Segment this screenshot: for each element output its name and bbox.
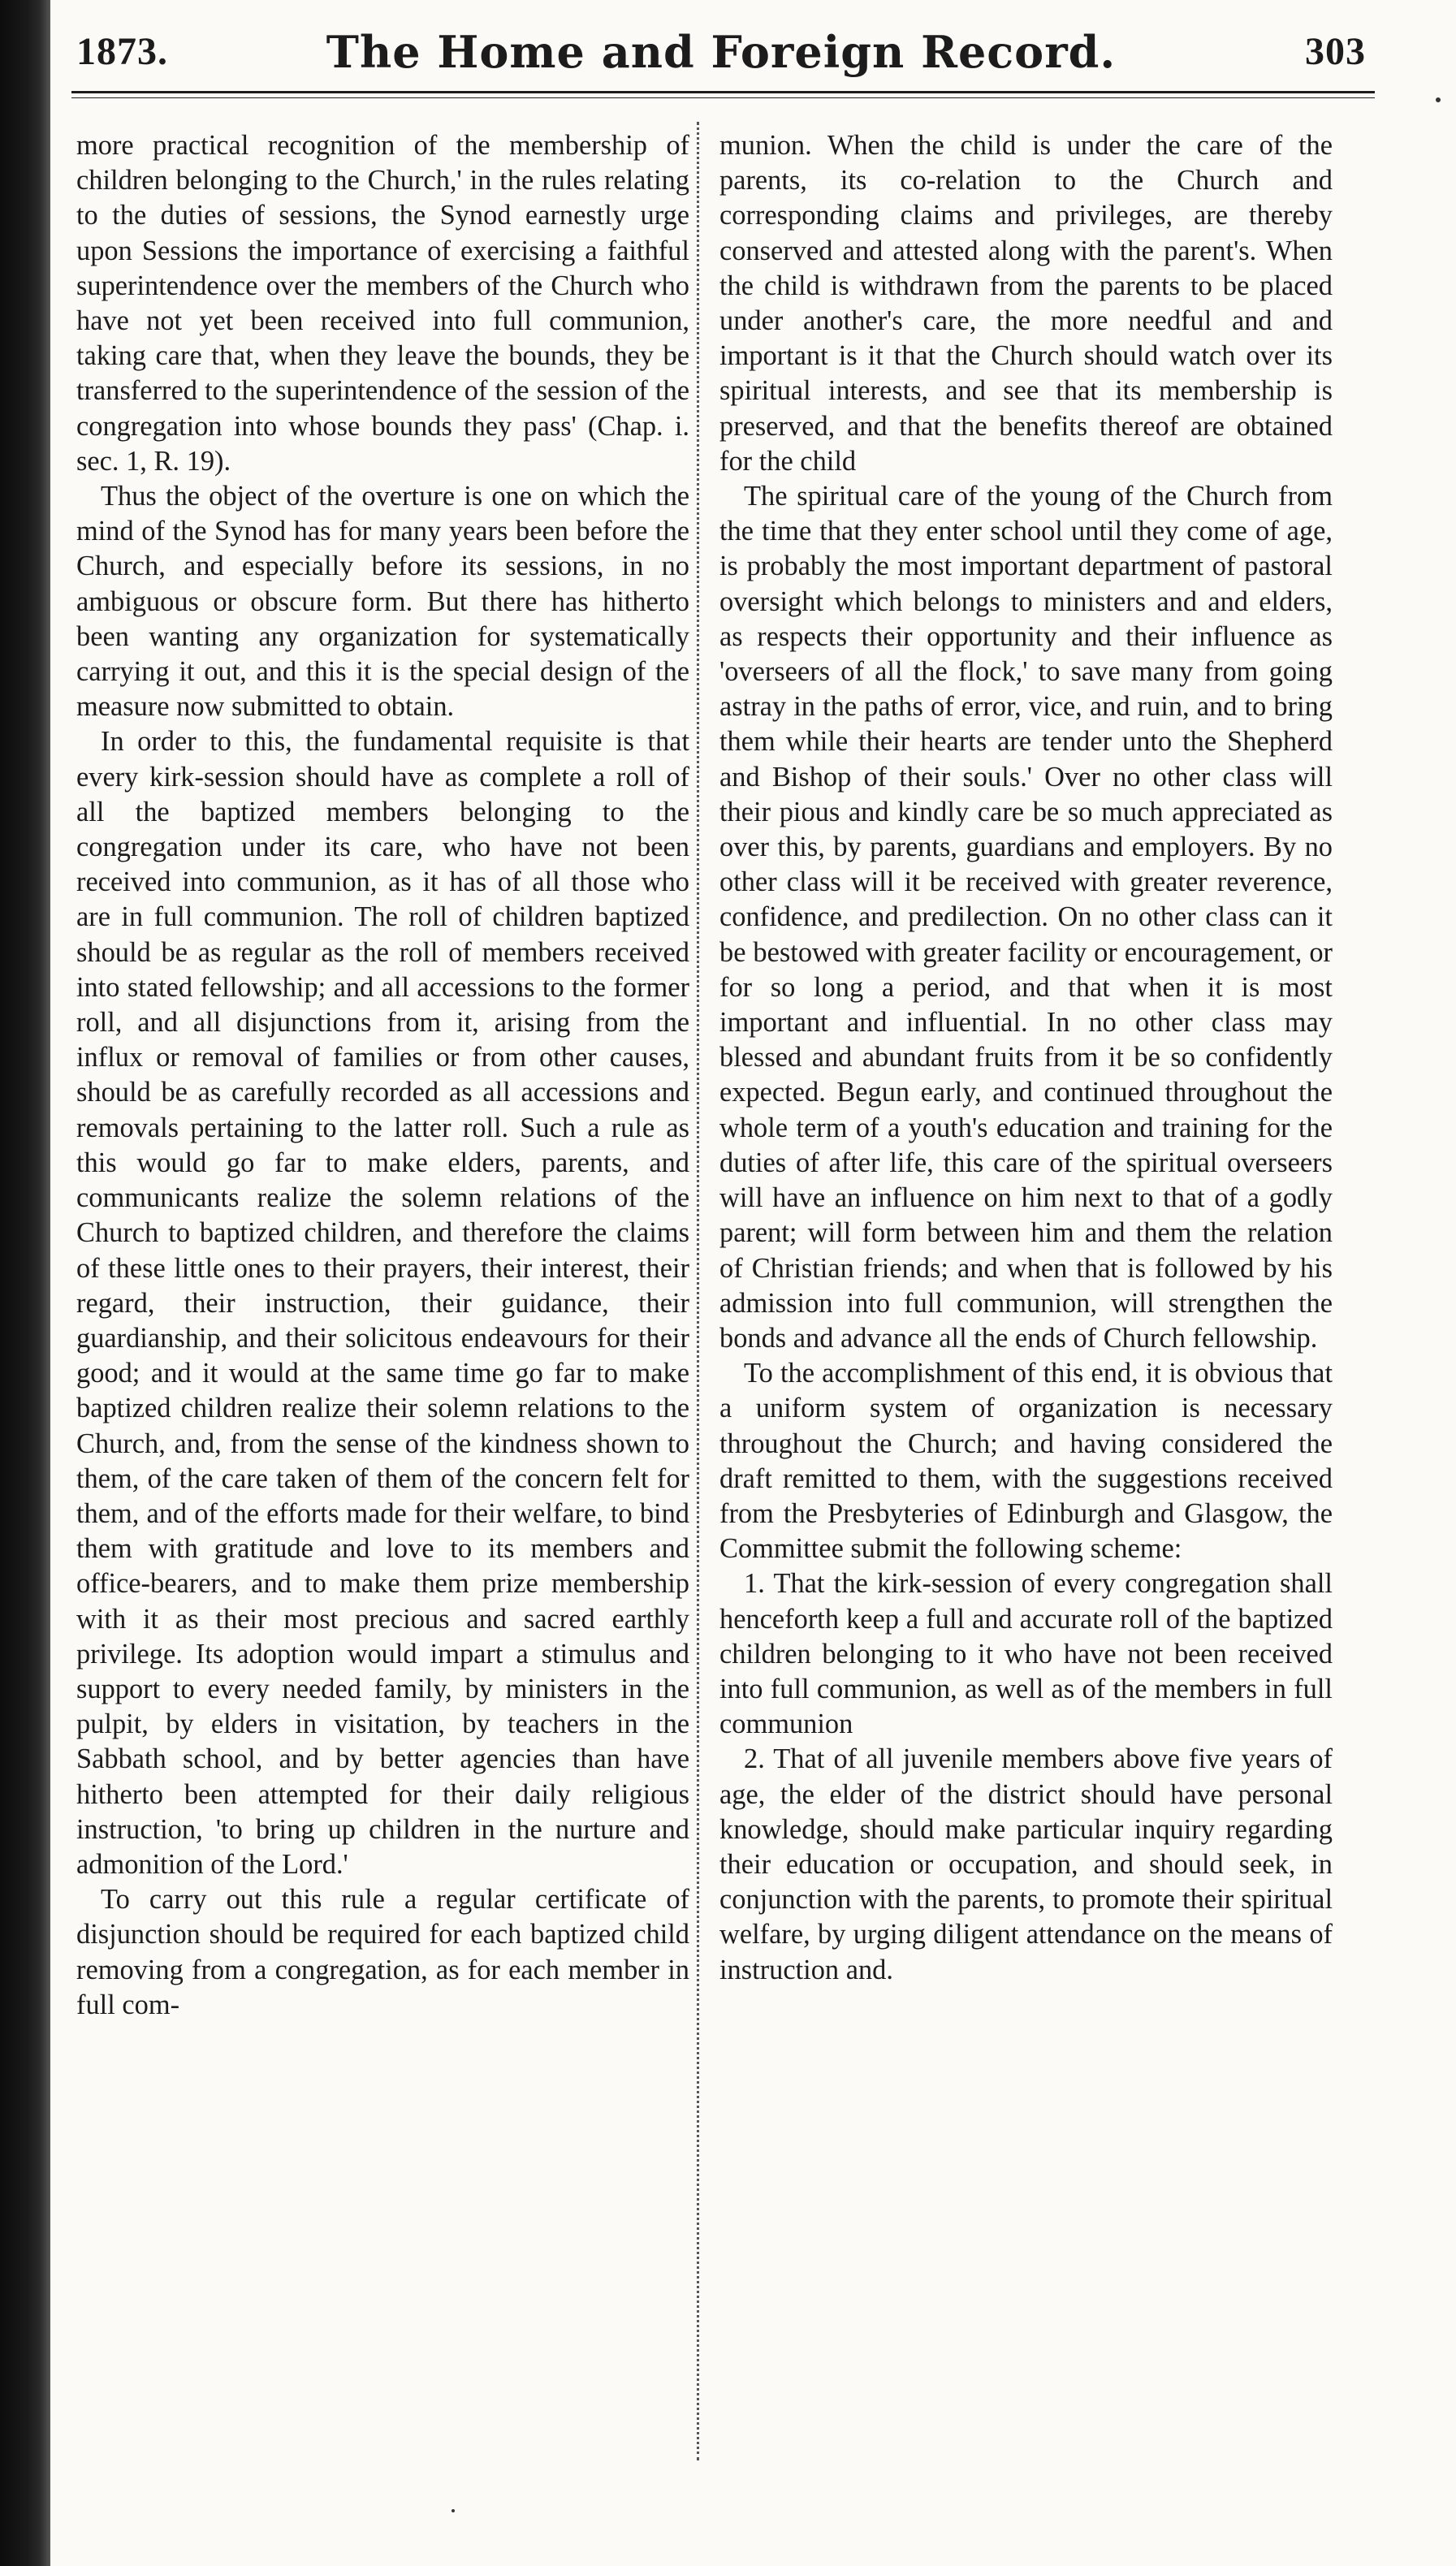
header-title: The Home and Foreign Record.	[326, 26, 1117, 78]
list-item: 1. That the kirk-session of every congregation shall henceforth keep a full and accurate roll of the baptized children belonging to it who have not been received into full communion, as well as of the members in full communion	[719, 1568, 1333, 1740]
header-rule-thin	[71, 97, 1375, 98]
column-divider	[697, 122, 699, 2460]
list-item: 2. That of all juvenile members above five years of age, the elder of the district should have personal knowledge, should make particular inquiry regarding their education or occupation, and should seek, in conjunction with the parents, to promote their spiritual welfare, by urging diligent attendance on the means of instruction and.	[719, 1743, 1333, 1985]
paragraph: In order to this, the fundamental requisite is that every kirk-session should have as complete a roll of all the baptized members belonging to the congregation under its care, who have not been received into communion, as it has of all those who are in full communion. The roll of children baptized should be as regular as the roll of members received into stated fellowship; and all accessions to the former roll, and all disjunctions from it, arising from the influx or removal of families or from other causes, should be as carefully recorded as all accessions and removals pertaining to the latter roll. Such a rule as this would go far to make elders, parents, and communicants realize the solemn relations of the Church to baptized children, and therefore the claims of these little ones to their prayers, their interest, their regard, their instruction, their guidance, their guardianship, and their solicitous endeavours for their good; and it would at the same time go far to make baptized children realize their solemn relations to the Church, and, from the sense of the kindness shown to them, of the care taken of them of the concern felt for them, and of the efforts made for their welfare, to bind them with gratitude and love to its members and office-bearers, and to make them prize membership with it as their most precious and sacred earthly privilege. Its adoption would impart a stimulus and support to every needed family, by ministers in the pulpit, by elders in visitation, by teachers in the Sabbath school, and by better agencies than have hitherto been attempted for their daily religious instruction, 'to bring up children in the nurture and admonition of the Lord.'	[76, 726, 689, 1880]
paper-speck	[1436, 97, 1441, 102]
left-column	[76, 128, 689, 2451]
paragraph: Thus the object of the overture is one on which the mind of the Synod has for many years been before the Church, and especially before its sessions, in no ambiguous or obscure form. But there has hitherto been wanting any organization for systematically carrying it out, and this it is the special design of the measure now submitted to obtain.	[76, 481, 689, 723]
paragraph: munion. When the child is under the care of the parents, its co-relation to the Church and corresponding claims and privileges, are thereby conserved and attested along with the parent's. When the child is withdrawn from the parents to be placed under another's care, the more needful and and important is it that the Church should watch over its spiritual interests, and see that its membership is preserved, and that the benefits thereof are obtained for the child	[719, 130, 1333, 477]
header-rule	[71, 91, 1375, 93]
running-header	[71, 23, 1371, 88]
paragraph: To carry out this rule a regular certificate of disjunction should be required for each baptized child removing from a congregation, as for each member in full com-	[76, 1884, 689, 2020]
paper-speck	[451, 2509, 455, 2512]
page-binding-shadow	[0, 0, 50, 2566]
paragraph: more practical recognition of the membership of children belonging to the Church,' in the rules relating to the duties of sessions, the Synod earnestly urge upon Sessions the importance of exercising a faithful superintendence over the members of the Church who have not yet been received into full communion, taking care that, when they leave the bounds, they be transferred to the superintendence of the session of the congregation into whose bounds they pass' (Chap. i. sec. 1, R. 19).	[76, 130, 689, 477]
paragraph: The spiritual care of the young of the Church from the time that they enter school until they come of age, is probably the most important department of pastoral oversight which belongs to ministers and and elders, as respects their opportunity and their influence as 'overseers of all the flock,' to save many from going astray in the paths of error, vice, and ruin, and to bring them while their hearts are tender unto the Shepherd and Bishop of their souls.' Over no other class will their pious and kindly care be so much appreciated as over this, by parents, guardians and employers. By no other class will it be received with greater reverence, confidence, and predilection. On no other class can it be bestowed with greater facility or encouragement, or for so long a period, and that when it is most important and influential. In no other class may blessed and abundant fruits from it be so confidently expected. Begun early, and continued throughout the whole term of a youth's education and training for the duties of after life, this care of the spiritual overseers will have an influence on him next to that of a godly parent; will form between him and them the relation of Christian friends; and when that is followed by his admission into full communion, will strengthen the bonds and advance all the ends of Church fellowship.	[719, 481, 1333, 1354]
paragraph: To the accomplishment of this end, it is obvious that a uniform system of organization is necessary throughout the Church; and having considered the draft remitted to them, with the suggestions received from the Presbyteries of Edinburgh and Glasgow, the Committee submit the following scheme:	[719, 1358, 1333, 1565]
right-column	[719, 128, 1333, 2451]
header-year: 1873.	[76, 30, 168, 73]
page-number: 303	[1305, 30, 1366, 73]
